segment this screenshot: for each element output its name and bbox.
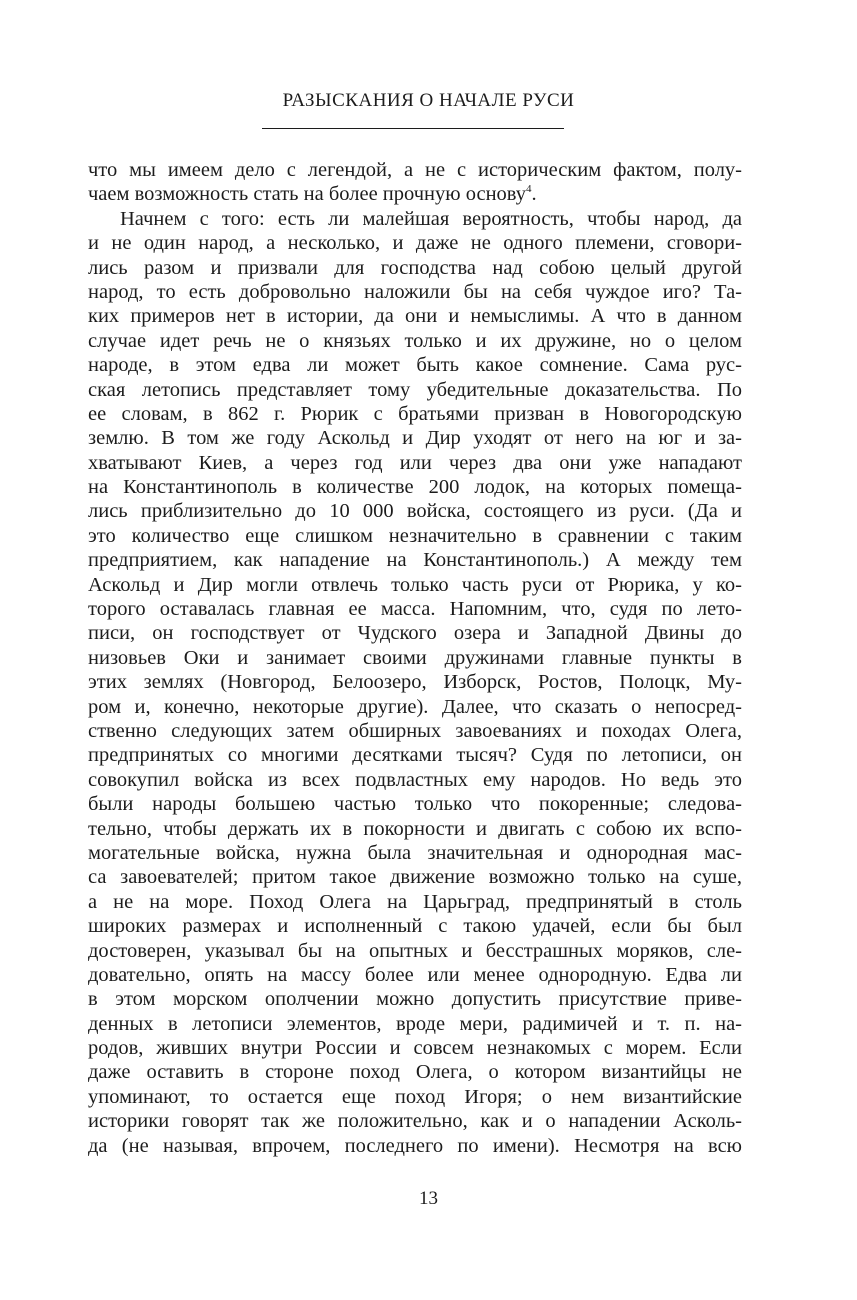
text-line: народ, то есть добровольно наложили бы на себя чуждое иго? Та- [88, 280, 742, 303]
text-line: упоминают, то остается еще поход Игоря; о нем византийские [88, 1085, 742, 1108]
text-line: были народы большею частью только что покоренные; следова- [88, 793, 742, 816]
text-line: на Константинополь в количестве 200 лодок, на которых помеща- [88, 476, 742, 499]
text-line: что мы имеем дело с легендой, а не с историческим фактом, полу- [88, 159, 742, 181]
text-line: тельно, чтобы держать их в покорности и двигать с собою их вспо- [88, 817, 742, 840]
text-line: совокупил войска из всех подвластных ему народов. Но ведь это [88, 768, 742, 791]
text-line: лись приблизительно до 10 000 войска, состоящего из руси. (Да и [88, 500, 742, 523]
text-line: хватывают Киев, а через год или через два они уже нападают [88, 451, 742, 474]
text-line: и не один народ, а несколько, и даже не одного племени, сговори- [88, 232, 742, 255]
text-line: землю. В том же году Аскольд и Дир уходят от него на юг и за- [88, 427, 742, 450]
text-line: да (не называя, впрочем, последнего по имени). Несмотря на всю [88, 1134, 742, 1157]
text-line: Начнем с того: есть ли малейшая вероятность, чтобы народ, да [120, 207, 742, 230]
text-line: ская летопись представляет тому убедительные доказательства. По [88, 378, 742, 401]
page-number: 13 [419, 1188, 438, 1209]
text-line: ее словам, в 862 г. Рюрик с братьями призван в Новогородскую [88, 402, 742, 425]
text-line: низовьев Оки и занимает своими дружинами главные пункты в [88, 646, 742, 669]
text-line: ром и, конечно, некоторые другие). Далее, что сказать о непосред- [88, 695, 742, 718]
text-line: народе, в этом едва ли может быть какое сомнение. Сама рус- [88, 354, 742, 377]
text-line: ственно следующих затем обширных завоеваниях и походах Олега, [88, 719, 742, 742]
text-line: предпринятых со многими десятками тысяч? Судя по летописи, он [88, 744, 742, 767]
text-line: довательно, опять на массу более или менее однородную. Едва ли [88, 963, 742, 986]
text-line: денных в летописи элементов, вроде мери, радимичей и т. п. на- [88, 1012, 742, 1035]
running-head: РАЗЫСКАНИЯ О НАЧАЛЕ РУСИ [282, 90, 575, 111]
text-line: случае идет речь не о князьях только и их дружине, но о целом [88, 329, 742, 352]
text-line: лись разом и призвали для господства над собою целый другой [88, 256, 742, 279]
body-text [88, 158, 742, 1158]
text-line: торого оставалась главная ее масса. Напомним, что, судя по лето- [88, 598, 742, 621]
text-line: ких примеров нет в истории, да они и немыслимы. А что в данном [88, 305, 742, 328]
header-rule [262, 128, 564, 129]
text-line: родов, живших внутри России и совсем незнакомых с морем. Если [88, 1037, 742, 1060]
text-line: Аскольд и Дир могли отвлечь только часть руси от Рюрика, у ко- [88, 573, 742, 596]
text-line: даже оставить в стороне поход Олега, о котором византийцы не [88, 1061, 742, 1084]
text-line: широких размерах и исполненный с такою удачей, если бы был [88, 915, 742, 938]
text-line: а не на море. Поход Олега на Царьград, предпринятый в столь [88, 890, 742, 913]
text-line: са завоевателей; притом такое движение возможно только на суше, [88, 866, 742, 889]
text-line: этих землях (Новгород, Белоозеро, Изборск, Ростов, Полоцк, Му- [88, 671, 742, 694]
text-line: чаем возможность стать на более прочную основу$^4$. [88, 183, 537, 206]
text-line: историки говорят так же положительно, как и о нападении Асколь- [88, 1110, 742, 1133]
text-line: могательные войска, нужна была значительная и однородная мас- [88, 841, 742, 864]
text-line: предприятием, как нападение на Константинополь.) А между тем [88, 549, 742, 572]
footnote-reference: 4 [526, 183, 532, 196]
text-line: в этом морском ополчении можно допустить присутствие приве- [88, 988, 742, 1011]
text-line: писи, он господствует от Чудского озера и Западной Двины до [88, 622, 742, 645]
text-line: достоверен, указывал бы на опытных и бесстрашных моряков, сле- [88, 939, 742, 962]
text-line: это количество еще слишком незначительно в сравнении с таким [88, 524, 742, 547]
